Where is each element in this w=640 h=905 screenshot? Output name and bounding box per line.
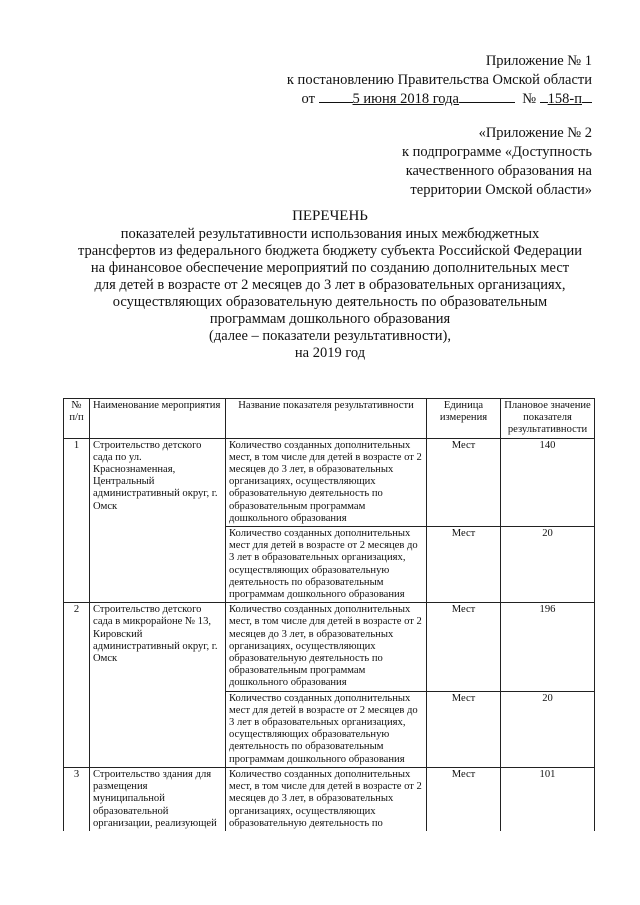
title-line: для детей в возрасте от 2 месяцев до 3 лет в образовательных организациях, [94,277,566,293]
indicator-name: Количество созданных дополнительных мест, в том числе для детей в возрасте от 2 месяцев до 3 лет, в образовательных организациях, осуществляющих образовательную деятельность по образовательным программам дошкольного образования [226,603,427,691]
appendix-line-3: качественного образования на [405,163,592,179]
header-indicator: Название показателя результативности [226,399,427,439]
unit-cell: Мест [427,603,501,691]
value-cell: 140 [501,438,595,526]
value-cell: 196 [501,603,595,691]
header-num: № п/п [64,399,90,439]
appendix-line-1: «Приложение № 2 [478,125,592,141]
indicator-name: Количество созданных дополнительных мест, в том числе для детей в возрасте от 2 месяцев до 3 лет, в образовательных организациях, осуществляющих образовательную деятельность по образовательным программам дошкольного образования [226,438,427,526]
row-number: 3 [64,767,90,831]
document-title [40,208,620,362]
header-event: Наименование мероприятия [90,399,226,439]
resolution-line: к постановлению Правительства Омской области [286,72,592,88]
event-name: Строительство детского сада по ул. Краснознаменная, Центральный административный округ, г. Омск [90,438,226,603]
resolution-header [287,52,592,109]
event-name: Строительство детского сада в микрорайоне № 13, Кировский административный округ, г. Омск [90,603,226,768]
indicators-table [63,398,595,831]
title-line: осуществляющих образовательную деятельность по образовательным [112,294,548,310]
table-row [64,767,595,831]
value-cell: 101 [501,767,595,831]
attachment-line: Приложение № 1 [485,53,592,69]
title-line: на финансовое обеспечение мероприятий по созданию дополнительных мест [90,260,570,276]
indicator-name: Количество созданных дополнительных мест для детей в возрасте от 2 месяцев до 3 лет в образовательных организациях, осуществляющих образовательную деятельность по образовательным программам дошкольного образования [226,527,427,603]
row-number: 1 [64,438,90,603]
table-row [64,603,595,691]
value-cell: 20 [501,527,595,603]
title-line: программам дошкольного образования [209,311,451,327]
date-underline-tail [459,102,515,103]
date-number-line [287,90,592,109]
table-header-row [64,399,595,439]
resolution-date: 5 июня 2018 года [352,91,459,107]
indicator-name: Количество созданных дополнительных мест для детей в возрасте от 2 месяцев до 3 лет в образовательных организациях, осуществляющих образовательную деятельность по образовательным программам дошкольного образования [226,691,427,767]
title-heading: ПЕРЕЧЕНЬ [292,208,368,224]
title-line: на 2019 год [294,345,366,361]
unit-cell: Мест [427,691,501,767]
date-prefix: от [301,91,315,107]
table-row [64,438,595,526]
number-prefix: № [522,91,537,107]
indicator-name: Количество созданных дополнительных мест, в том числе для детей в возрасте от 2 месяцев до 3 лет, в образовательных организациях, осуществляющих образовательную деятельность по [226,767,427,831]
title-line: показателей результативности использования иных межбюджетных [120,226,540,242]
title-line: (далее – показатели результативности), [209,328,451,344]
unit-cell: Мест [427,438,501,526]
unit-cell: Мест [427,527,501,603]
date-underline-lead [319,102,353,103]
value-cell: 20 [501,691,595,767]
header-value: Плановое значение показателя результативности [501,399,595,439]
number-underline-lead [540,102,548,103]
appendix-header [402,124,592,200]
appendix-line-2: к подпрограмме «Доступность [401,144,592,160]
header-unit: Единица измерения [427,399,501,439]
unit-cell: Мест [427,767,501,831]
event-name: Строительство здания для размещения муниципальной образовательной организации, реализующей [90,767,226,831]
resolution-number: 158-п [547,91,582,107]
appendix-line-4: территории Омской области» [410,182,592,198]
number-underline-tail [582,102,592,103]
row-number: 2 [64,603,90,768]
title-line: трансфертов из федерального бюджета бюджету субъекта Российской Федерации [77,243,583,259]
